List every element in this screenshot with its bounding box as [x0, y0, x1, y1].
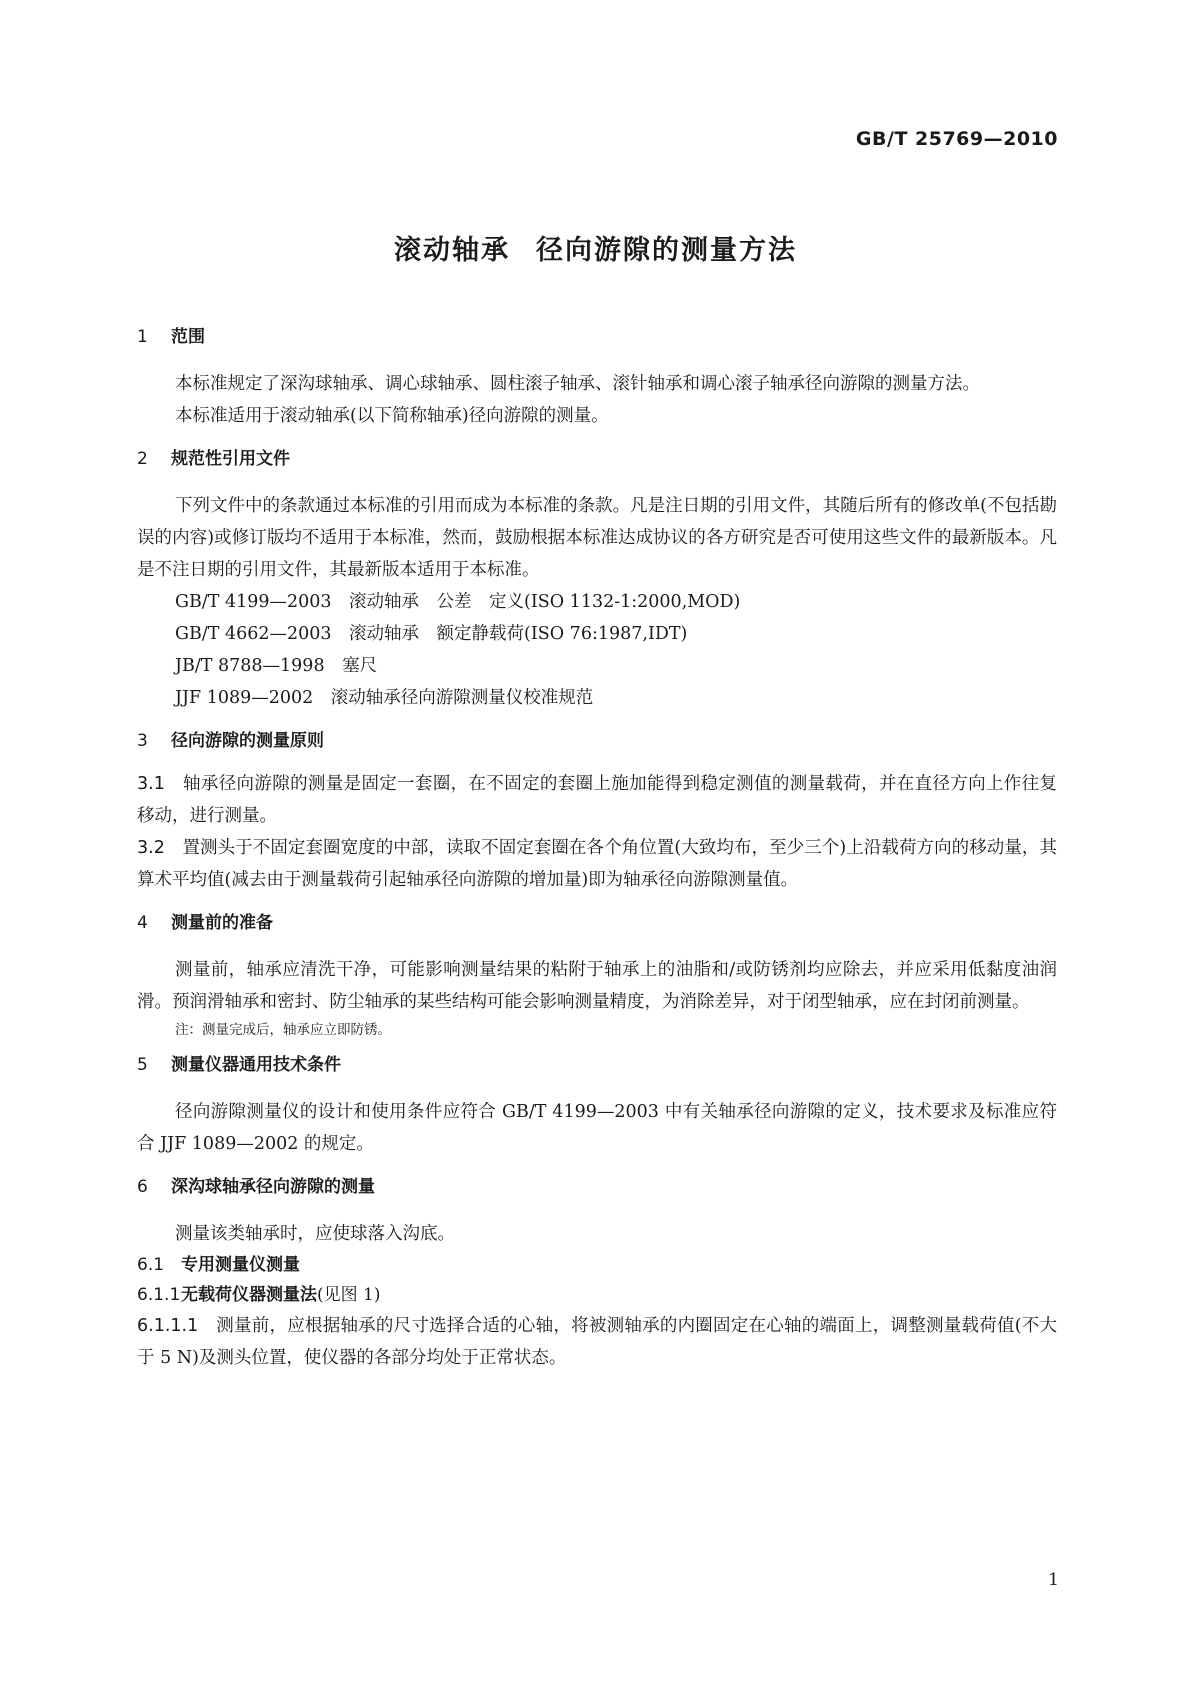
paragraph: 测量前，轴承应清洗干净，可能影响测量结果的粘附于轴承上的油脂和/或防锈剂均应除去，并应采用低黏度油润滑。预润滑轴承和密封、防尘轴承的某些结构可能会影响测量精度，为消除差异，对于闭型轴承，应在封闭前测量。: [137, 960, 1057, 1012]
standard-code: GB/T 25769—2010: [855, 128, 1058, 150]
note: 注：测量完成后，轴承应立即防锈。: [175, 1022, 391, 1038]
title-part-1: 滚动轴承: [394, 235, 510, 266]
paragraph: 下列文件中的条款通过本标准的引用而成为本标准的条款。凡是注日期的引用文件，其随后所有的修改单(不包括勘误的内容)或修订版均不适用于本标准，然而，鼓励根据本标准达成协议的各方研究是否可使用这些文件的最新版本。凡是不注日期的引用文件，其最新版本适用于本标准。: [137, 496, 1057, 580]
reference-item: JJF 1089—2002 滚动轴承径向游隙测量仪校准规范: [175, 688, 594, 708]
document-title: [0, 228, 1191, 267]
reference-item: JB/T 8788—1998 塞尺: [175, 656, 378, 676]
section-title: 径向游隙的测量原则: [171, 731, 324, 751]
page-number: 1: [1048, 1570, 1059, 1590]
clause-3-1: [137, 768, 1057, 832]
title-part-2: 径向游隙的测量方法: [536, 235, 797, 266]
section-1-heading: [137, 324, 1057, 350]
section-number: 3: [137, 731, 148, 751]
section-number: 2: [137, 449, 148, 469]
paragraph: 本标准规定了深沟球轴承、调心球轴承、圆柱滚子轴承、滚针轴承和调心滚子轴承径向游隙的测量方法。: [175, 374, 980, 394]
clause-6-1-1-1: [137, 1310, 1057, 1374]
clause-text: 轴承径向游隙的测量是固定一套圈，在不固定的套圈上施加能得到稳定测值的测量载荷，并在直径方向上作往复移动，进行测量。: [137, 774, 1057, 826]
clause-3-2: [137, 832, 1057, 896]
section-title: 测量前的准备: [171, 913, 273, 933]
section-4-heading: [137, 910, 1057, 936]
subsection-6-1-heading: [137, 1250, 1057, 1280]
reference-item: GB/T 4199—2003 滚动轴承 公差 定义(ISO 1132-1:2000,MOD): [175, 592, 741, 612]
section-title: 规范性引用文件: [171, 449, 290, 469]
section-number: 6.1: [137, 1255, 165, 1275]
section-6-heading: [137, 1174, 1057, 1200]
section-title: 范围: [171, 327, 205, 347]
section-title: 深沟球轴承径向游隙的测量: [171, 1177, 375, 1197]
section-title: 测量仪器通用技术条件: [171, 1055, 341, 1075]
subsection-6-1-1-heading: [137, 1280, 1057, 1310]
paragraph: 径向游隙测量仪的设计和使用条件应符合 GB/T 4199—2003 中有关轴承径向游隙的定义，技术要求及标准应符合 JJF 1089—2002 的规定。: [137, 1102, 1057, 1154]
clause-number: 3.1: [137, 774, 165, 794]
section-2-heading: [137, 446, 1057, 472]
section-3-heading: [137, 728, 1057, 754]
document-body: [137, 324, 1057, 1374]
section-number: 6.1.1: [137, 1285, 181, 1305]
reference-item: GB/T 4662—2003 滚动轴承 额定静载荷(ISO 76:1987,IDT): [175, 624, 688, 644]
paragraph: 测量该类轴承时，应使球落入沟底。: [175, 1224, 455, 1244]
clause-text: 测量前，应根据轴承的尺寸选择合适的心轴，将被测轴承的内圈固定在心轴的端面上，调整测量载荷值(不大于 5 N)及测头位置，使仪器的各部分均处于正常状态。: [137, 1316, 1058, 1368]
section-number: 1: [137, 327, 148, 347]
clause-text: 置测头于不固定套圈宽度的中部，读取不固定套圈在各个角位置(大致均布，至少三个)上沿载荷方向的移动量，其算术平均值(减去由于测量载荷引起轴承径向游隙的增加量)即为轴承径向游隙测量值。: [137, 838, 1058, 890]
section-5-heading: [137, 1052, 1057, 1078]
section-number: 4: [137, 913, 148, 933]
section-number: 5: [137, 1055, 148, 1075]
figure-reference: (见图 1): [317, 1285, 381, 1305]
section-number: 6: [137, 1177, 148, 1197]
clause-number: 6.1.1.1: [137, 1316, 199, 1336]
section-title: 专用测量仪测量: [181, 1255, 300, 1275]
section-title: 无载荷仪器测量法: [181, 1285, 317, 1305]
paragraph: 本标准适用于滚动轴承(以下简称轴承)径向游隙的测量。: [175, 406, 609, 426]
clause-number: 3.2: [137, 838, 165, 858]
